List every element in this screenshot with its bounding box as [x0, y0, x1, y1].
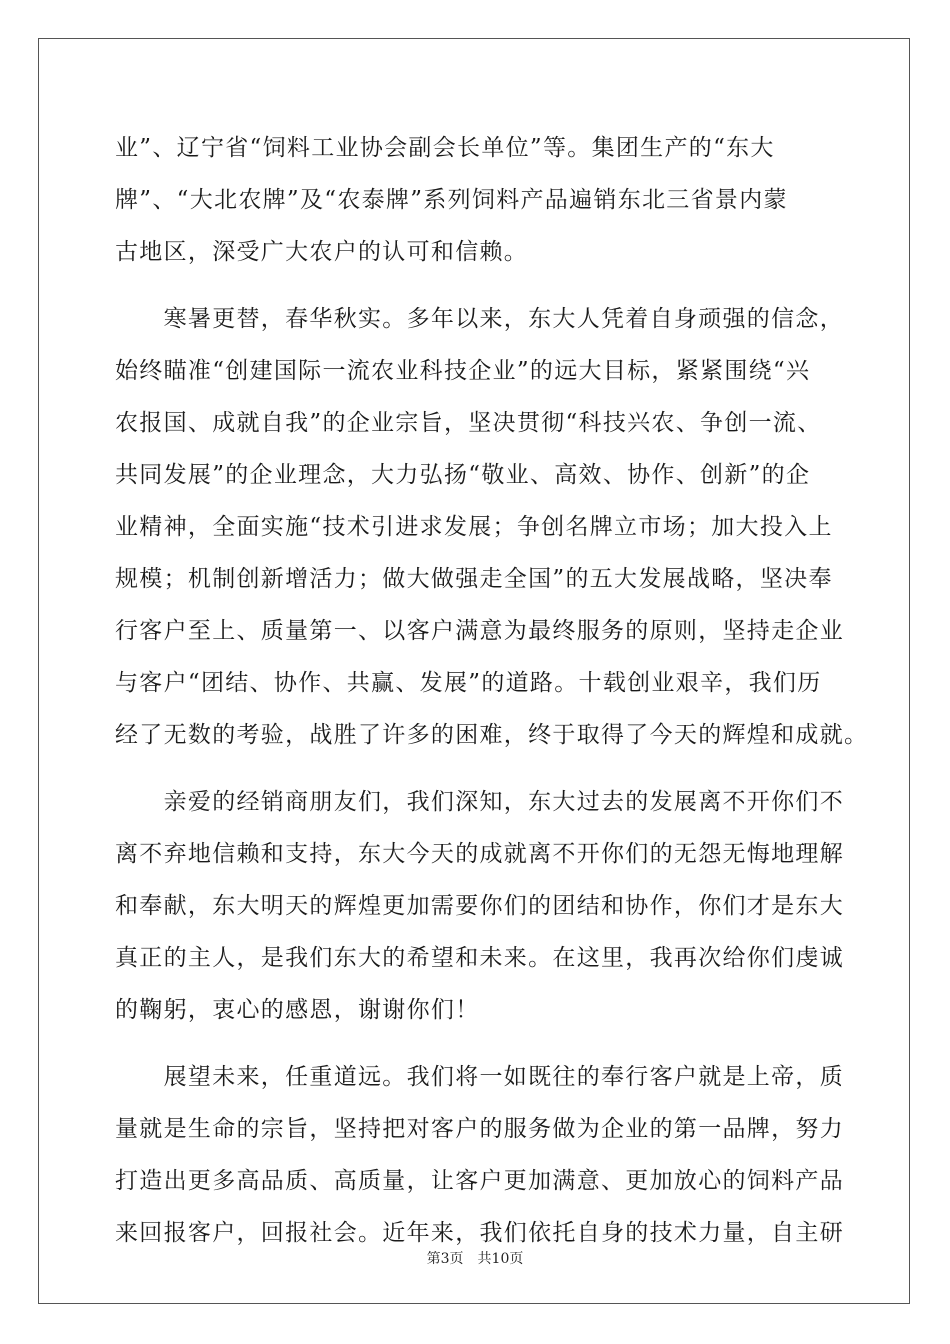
text-line: 和奉献，东大明天的辉煌更加需要你们的团结和协作，你们才是东大: [115, 893, 844, 919]
text-line: 业”、辽宁省“饲料工业协会副会长单位”等。集团生产的“东大: [115, 135, 775, 161]
text-line: 离不弃地信赖和支持，东大今天的成就离不开你们的无怨无悔地理解: [115, 841, 844, 867]
page-footer: [0, 1248, 950, 1268]
paragraph-3: [115, 776, 855, 1036]
text-line: 农报国、成就自我”的企业宗旨，坚决贯彻“科技兴农、争创一流、: [115, 410, 822, 436]
paragraph-4: [115, 1051, 855, 1259]
text-line: 经了无数的考验，战胜了许多的困难，终于取得了今天的辉煌和成就。: [115, 722, 869, 748]
text-line: 展望未来，任重道远。我们将一如既往的奉行客户就是上帝，质: [115, 1064, 844, 1090]
text-line: 牌”、“大北农牌”及“农泰牌”系列饲料产品遍销东北三省景内蒙: [115, 187, 788, 213]
text-line: 打造出更多高品质、高质量，让客户更加满意、更加放心的饲料产品: [115, 1168, 844, 1194]
text-line: 始终瞄准“创建国际一流农业科技企业”的远大目标，紧紧围绕“兴: [115, 358, 811, 384]
page-number: 第3页: [426, 1251, 464, 1267]
text-line: 量就是生命的宗旨，坚持把对客户的服务做为企业的第一品牌，努力: [115, 1116, 844, 1142]
page-total: 共10页: [477, 1251, 524, 1267]
text-line: 来回报客户，回报社会。近年来，我们依托自身的技术力量，自主研: [115, 1220, 844, 1246]
text-line: 真正的主人，是我们东大的希望和未来。在这里，我再次给你们虔诚: [115, 945, 844, 971]
text-line: 与客户“团结、协作、共赢、发展”的道路。十载创业艰辛，我们历: [115, 670, 822, 696]
text-line: 规模；机制创新增活力；做大做强走全国”的五大发展战略，坚决奉: [115, 566, 833, 592]
text-line: 古地区，深受广大农户的认可和信赖。: [115, 239, 529, 265]
text-line: 业精神，全面实施“技术引进求发展；争创名牌立市场；加大投入上: [115, 514, 833, 540]
paragraph-1: [115, 122, 855, 278]
text-line: 寒暑更替，春华秋实。多年以来，东大人凭着自身顽强的信念，: [115, 306, 844, 332]
paragraph-2: [115, 293, 869, 761]
text-line: 行客户至上、质量第一、以客户满意为最终服务的原则，坚持走企业: [115, 618, 844, 644]
document-body: [115, 122, 869, 1259]
text-line: 共同发展”的企业理念，大力弘扬“敬业、高效、协作、创新”的企: [115, 462, 811, 488]
text-line: 的鞠躬，衷心的感恩，谢谢你们！: [115, 997, 480, 1023]
text-line: 亲爱的经销商朋友们，我们深知，东大过去的发展离不开你们不: [115, 789, 844, 815]
